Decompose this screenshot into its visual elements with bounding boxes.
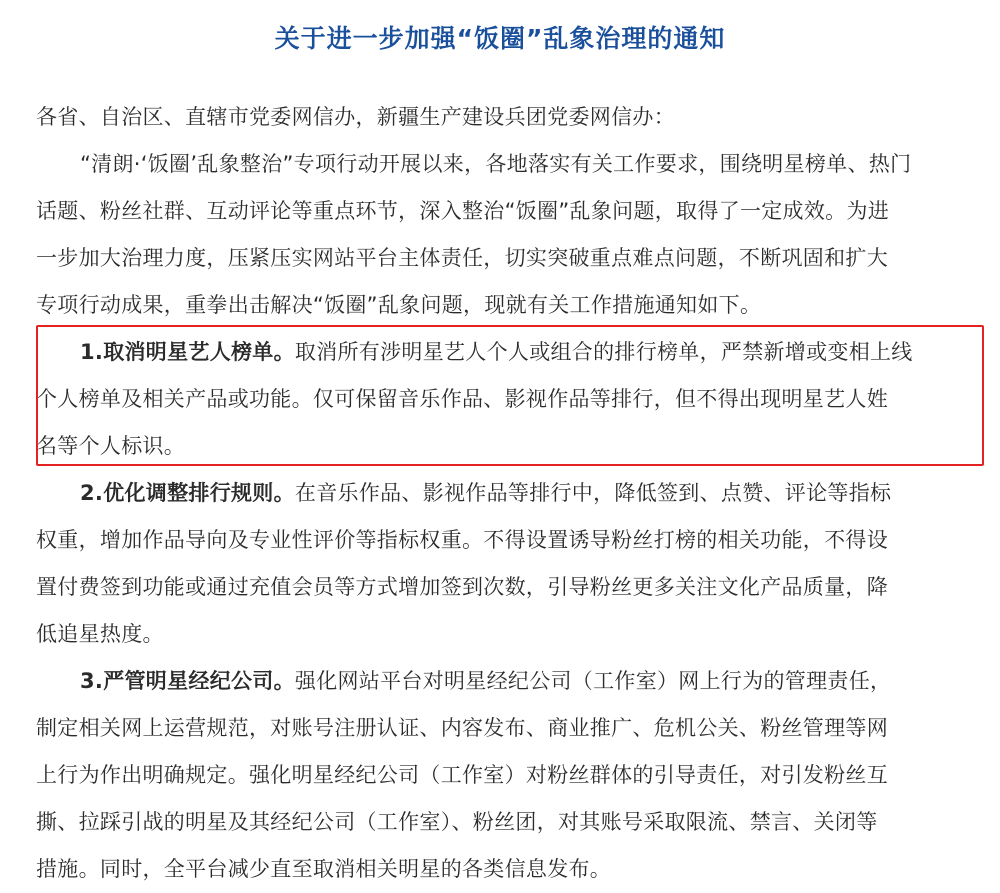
item2-line: 低追星热度。 — [36, 622, 164, 646]
item1-line: 个人榜单及相关产品或功能。仅可保留音乐作品、影视作品等排行，但不得出现明星艺人姓 — [36, 387, 888, 411]
item3-line: 措施。同时，全平台减少直至取消相关明星的各类信息发布。 — [36, 857, 612, 881]
document-title: 关于进一步加强“饭圈”乱象治理的通知 — [274, 24, 726, 53]
intro-line: 一步加大治理力度，压紧压实网站平台主体责任，切实突破重点难点问题，不断巩固和扩大 — [36, 246, 888, 270]
item3-line: 撕、拉踩引战的明星及其经纪公司（工作室）、粉丝团，对其账号采取限流、禁言、关闭等 — [36, 810, 878, 834]
highlight-box — [36, 325, 984, 466]
item1-line: 名等个人标识。 — [36, 434, 186, 458]
intro-line: 专项行动成果，重拳出击解决“饭圈”乱象问题，现就有关工作措施通知如下。 — [36, 293, 762, 317]
item1-heading: 1.取消明星艺人榜单。 — [80, 340, 295, 364]
intro-line: “清朗·‘饭圈’乱象整治”专项行动开展以来，各地落实有关工作要求，围绕明星榜单、热门 — [80, 152, 912, 176]
item2-text: 在音乐作品、影视作品等排行中，降低签到、点赞、评论等指标 — [294, 481, 892, 505]
addressee-line: 各省、自治区、直辖市党委网信办，新疆生产建设兵团党委网信办： — [36, 105, 675, 129]
item3-first-line — [36, 658, 976, 705]
item3-line: 制定相关网上运营规范，对账号注册认证、内容发布、商业推广、危机公关、粉丝管理等网 — [36, 716, 888, 740]
item2-line: 权重，增加作品导向及专业性评价等指标权重。不得设置诱导粉丝打榜的相关功能，不得设 — [36, 528, 888, 552]
item3-line: 上行为作出明确规定。强化明星经纪公司（工作室）对粉丝群体的引导责任，对引发粉丝互 — [36, 763, 888, 787]
item2-first-line — [36, 470, 976, 517]
item2-heading: 2.优化调整排行规则。 — [80, 481, 295, 505]
item2-line: 置付费签到功能或通过充值会员等方式增加签到次数，引导粉丝更多关注文化产品质量，降 — [36, 575, 888, 599]
document-body — [36, 94, 976, 893]
intro-line: 话题、粉丝社群、互动评论等重点环节，深入整治“饭圈”乱象问题，取得了一定成效。为进 — [36, 199, 890, 223]
item3-text: 强化网站平台对明星经纪公司（工作室）网上行为的管理责任， — [294, 669, 892, 693]
item1-text: 取消所有涉明星艺人个人或组合的排行榜单，严禁新增或变相上线 — [294, 340, 913, 364]
item3-heading: 3.严管明星经纪公司。 — [80, 669, 295, 693]
